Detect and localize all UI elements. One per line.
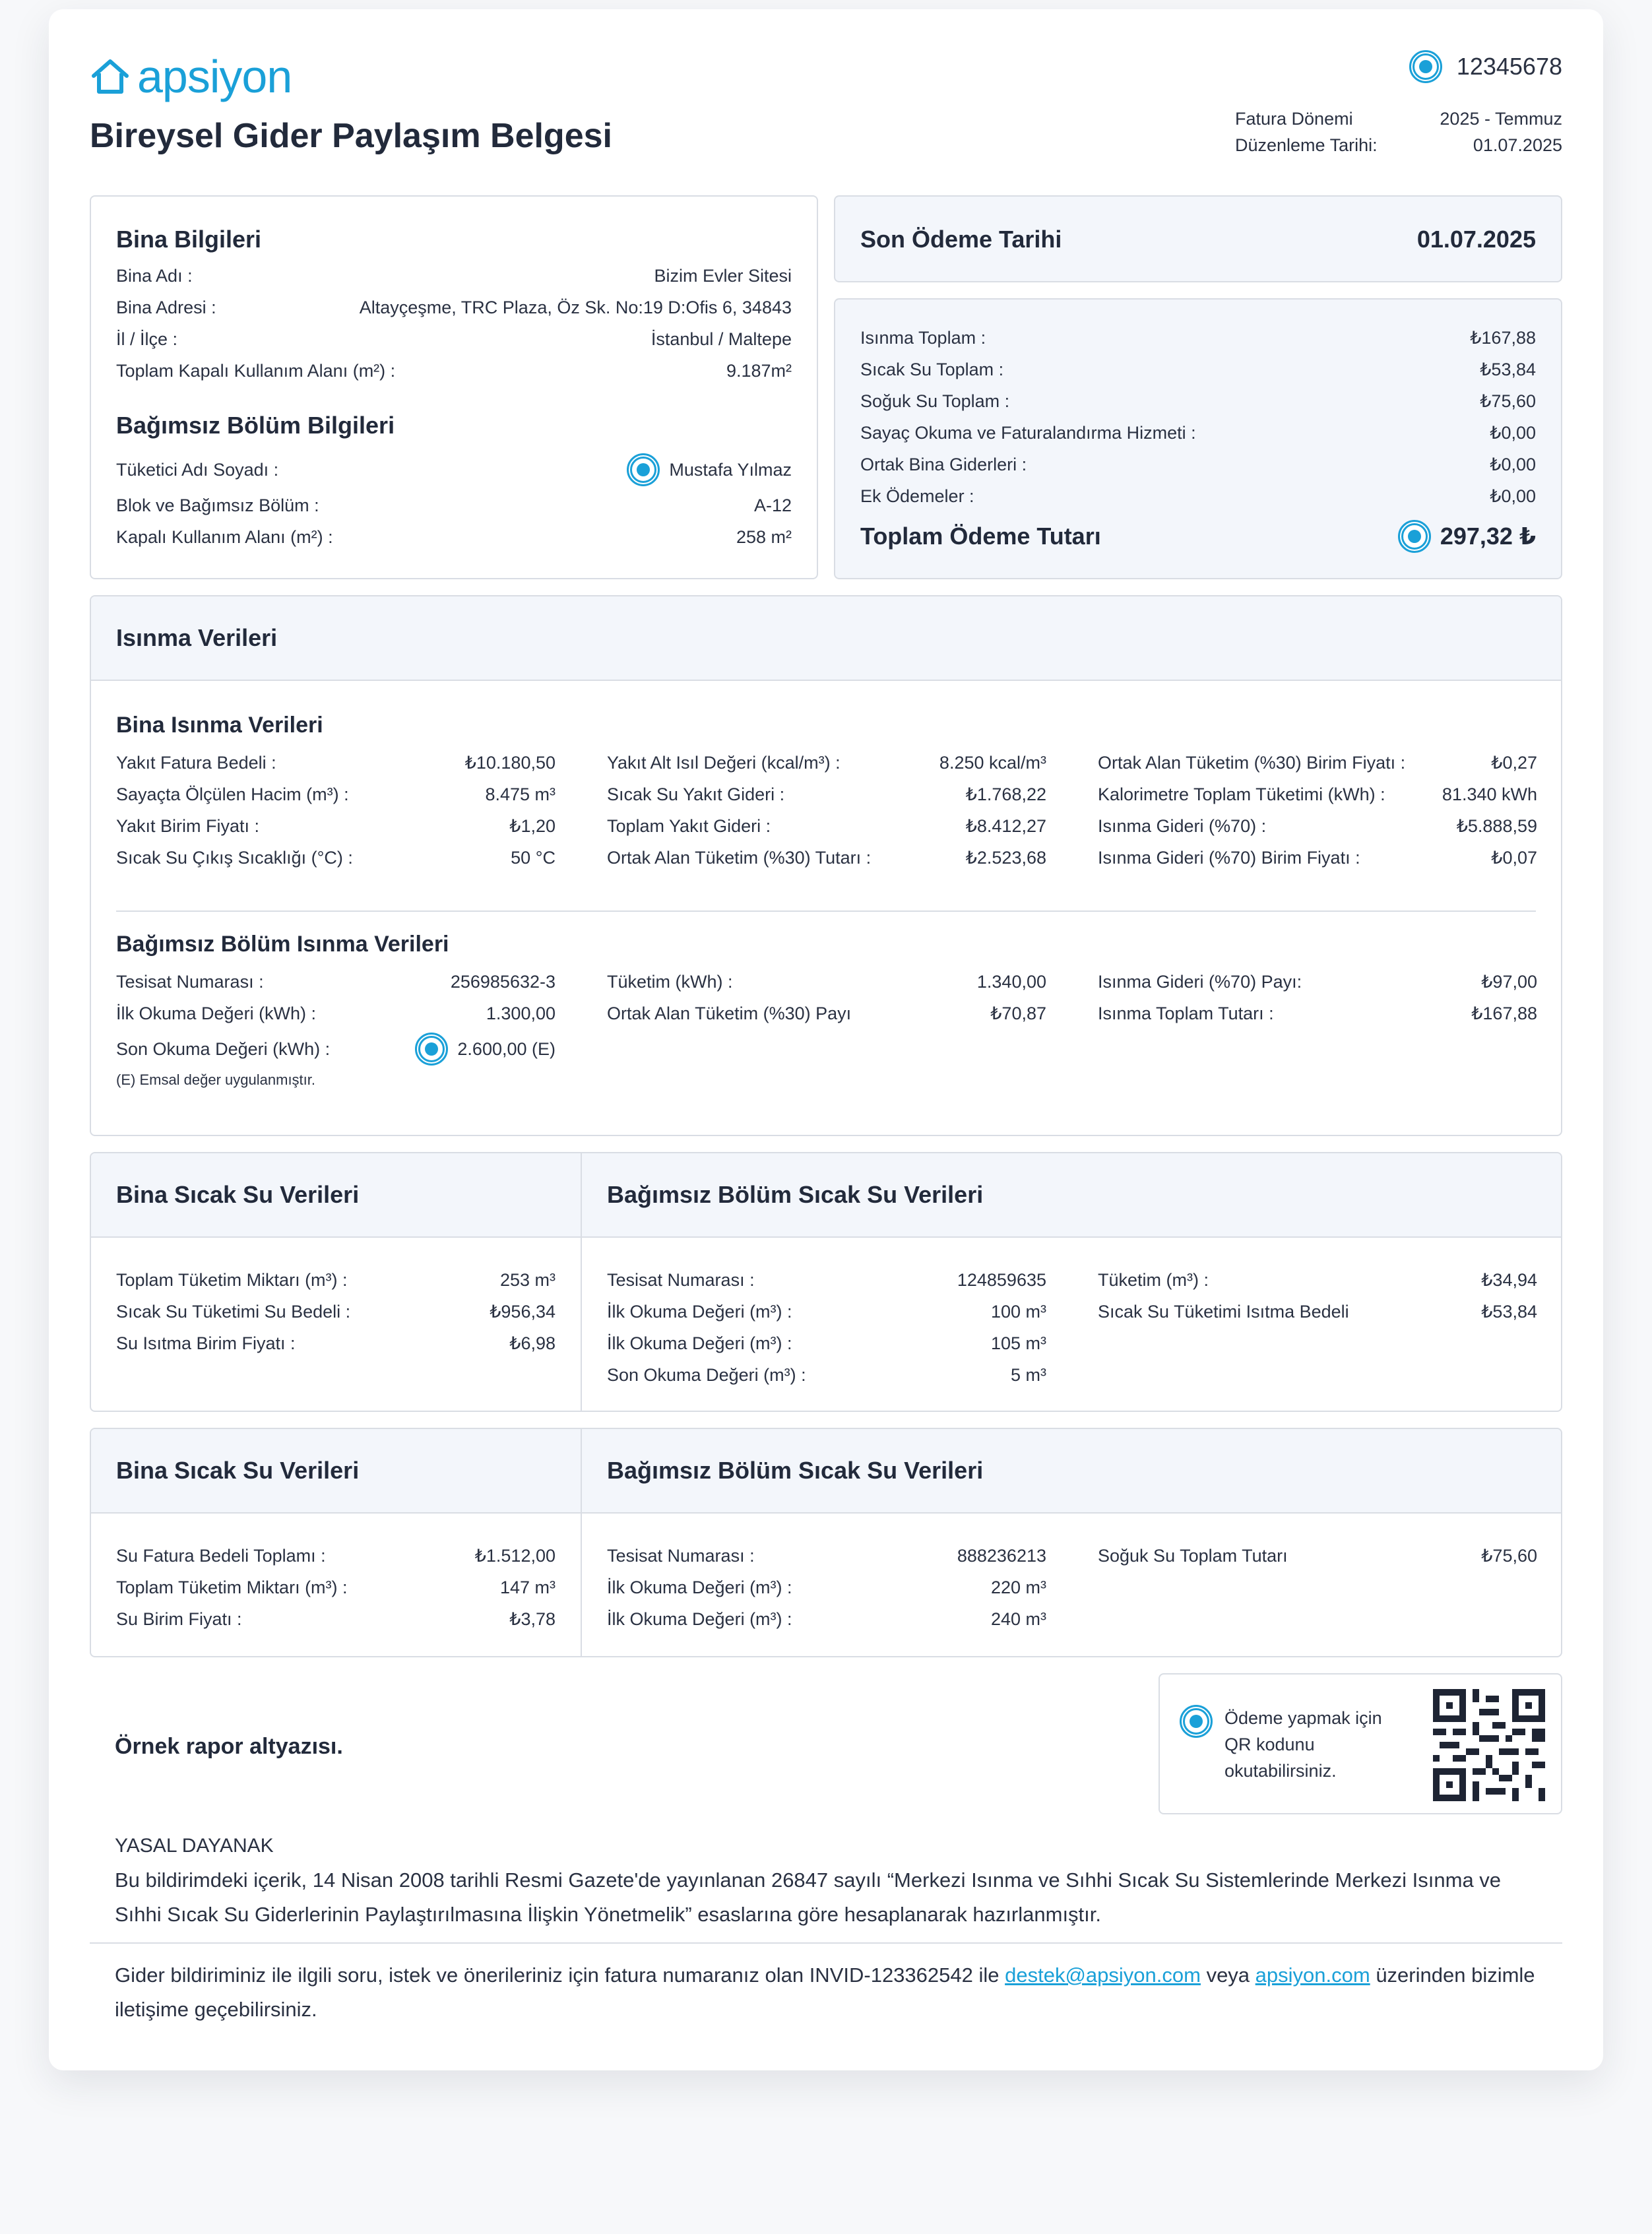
- kv-label: Tesisat Numarası :: [116, 971, 264, 992]
- legal-section: [115, 1829, 1540, 1932]
- coldwater-col-2: [607, 1540, 1046, 1635]
- kv-label: Soğuk Su Toplam :: [860, 391, 1010, 411]
- kv-value: ₺0,00: [1490, 454, 1536, 474]
- column-divider: [581, 1429, 582, 1656]
- coldwater-header: [91, 1429, 1561, 1514]
- kv-value: ₺70,87: [990, 1003, 1046, 1023]
- kv-label: Ortak Alan Tüketim (%30) Payı: [607, 1003, 852, 1023]
- qr-text-line: okutabilirsiniz.: [1224, 1761, 1337, 1781]
- kv-value: Mustafa Yılmaz: [669, 459, 792, 480]
- kv-value: ₺53,84: [1480, 359, 1536, 379]
- kv-label: İl / İlçe :: [116, 329, 178, 349]
- kv-value: Bizim Evler Sitesi: [654, 265, 792, 286]
- doc-number: [1409, 50, 1562, 83]
- kv-label: Toplam Tüketim Miktarı (m³) :: [116, 1269, 348, 1290]
- unit-heating-title: Bağımsız Bölüm Isınma Verileri: [116, 932, 449, 957]
- building-heating-col-3: [1098, 747, 1537, 874]
- kv-label: Sayaçta Ölçülen Hacim (m³) :: [116, 784, 349, 804]
- kv-label: İlk Okuma Değeri (kWh) :: [116, 1003, 317, 1023]
- kv-value: 258 m²: [736, 527, 792, 547]
- qr-text-line: QR kodunu: [1224, 1735, 1315, 1754]
- kv-value: ₺6,98: [509, 1333, 556, 1353]
- kv-label: Sıcak Su Tüketimi Su Bedeli :: [116, 1301, 351, 1322]
- kv-value: 147 m³: [499, 1577, 556, 1597]
- kv-label: Su Isıtma Birim Fiyatı :: [116, 1333, 296, 1353]
- hotwater-col-2: [607, 1264, 1046, 1391]
- kv-label: Su Fatura Bedeli Toplamı :: [116, 1545, 326, 1566]
- kv-value: ₺0,07: [1491, 847, 1537, 868]
- kv-label: Isınma Toplam Tutarı :: [1098, 1003, 1274, 1023]
- estimate-note: (E) Emsal değer uygulanmıştır.: [116, 1071, 316, 1088]
- kv-value: 9.187m²: [726, 360, 792, 381]
- document-page: [49, 9, 1603, 2070]
- coldwater-right-title: Bağımsız Bölüm Sıcak Su Verileri: [607, 1457, 984, 1484]
- hotwater-col-1: [116, 1264, 556, 1359]
- kv-label: Tüketici Adı Soyadı :: [116, 459, 279, 480]
- kv-label: Tesisat Numarası :: [607, 1269, 755, 1290]
- kv-label: Isınma Gideri (%70) Payı:: [1098, 971, 1302, 992]
- kv-value: ₺3,78: [509, 1609, 556, 1629]
- kv-label: Toplam Yakıt Gideri :: [607, 815, 771, 836]
- kv-label: Toplam Tüketim Miktarı (m³) :: [116, 1577, 348, 1597]
- kv-value: Altayçeşme, TRC Plaza, Öz Sk. No:19 D:Ofis 6, 34843: [359, 297, 792, 317]
- qr-card: [1159, 1673, 1562, 1814]
- heating-header: [91, 596, 1561, 681]
- kv-value: ₺1,20: [509, 815, 556, 836]
- kv-value: ₺75,60: [1480, 391, 1536, 411]
- contact-text: üzerinden bizimle iletişime geçebilirsiniz.: [115, 1963, 1535, 2021]
- unit-heating-col-1: [116, 966, 556, 1089]
- kv-label: Ortak Bina Giderleri :: [860, 454, 1027, 474]
- hotspot-icon[interactable]: [627, 453, 660, 486]
- kv-label: Blok ve Bağımsız Bölüm :: [116, 495, 319, 515]
- due-date-label: Son Ödeme Tarihi: [860, 226, 1062, 253]
- contact-section: [115, 1958, 1540, 2027]
- divider: [90, 1942, 1562, 1944]
- kv-value: 8.250 kcal/m³: [939, 752, 1046, 773]
- kv-label: Ortak Alan Tüketim (%30) Tutarı :: [607, 847, 872, 868]
- house-icon: [90, 56, 131, 97]
- kv-value: ₺167,88: [1470, 327, 1536, 348]
- doc-number-value: 12345678: [1456, 53, 1562, 80]
- issue-date-value: 01.07.2025: [1473, 135, 1562, 155]
- grand-total-value: 297,32 ₺: [1440, 523, 1536, 550]
- kv-label: Sıcak Su Çıkış Sıcaklığı (°C) :: [116, 847, 353, 868]
- logo-text: apsiyon: [137, 51, 292, 102]
- kv-label: Tüketim (kWh) :: [607, 971, 733, 992]
- kv-value: 105 m³: [990, 1333, 1046, 1353]
- kv-label: Tesisat Numarası :: [607, 1545, 755, 1566]
- doc-meta: [1235, 106, 1562, 158]
- hotwater-left-title: Bina Sıcak Su Verileri: [116, 1181, 360, 1208]
- unit-info-title: Bağımsız Bölüm Bilgileri: [116, 412, 395, 439]
- kv-label: Ek Ödemeler :: [860, 486, 974, 506]
- kv-value: 100 m³: [990, 1301, 1046, 1322]
- coldwater-card: [90, 1428, 1562, 1657]
- divider: [116, 910, 1536, 912]
- kv-value: ₺10.180,50: [464, 752, 556, 773]
- kv-value: ₺0,00: [1490, 422, 1536, 443]
- hotwater-right-title: Bağımsız Bölüm Sıcak Su Verileri: [607, 1181, 984, 1208]
- kv-value: ₺0,27: [1491, 752, 1537, 773]
- kv-value: 256985632-3: [450, 971, 556, 992]
- hotwater-col-3: [1098, 1264, 1537, 1327]
- kv-value: 220 m³: [990, 1577, 1046, 1597]
- period-label: Fatura Dönemi: [1235, 108, 1353, 129]
- heating-title: Isınma Verileri: [116, 624, 278, 651]
- page-title: Bireysel Gider Paylaşım Belgesi: [90, 117, 612, 155]
- kv-value: ₺97,00: [1481, 971, 1537, 992]
- logo: [90, 50, 292, 103]
- issue-date-label: Düzenleme Tarihi:: [1235, 135, 1378, 155]
- hotspot-icon[interactable]: [415, 1033, 448, 1066]
- kv-label: İlk Okuma Değeri (m³) :: [607, 1333, 792, 1353]
- website-link[interactable]: apsiyon.com: [1255, 1963, 1370, 1987]
- kv-label: Bina Adresi :: [116, 297, 216, 317]
- kv-label: Yakıt Fatura Bedeli :: [116, 752, 276, 773]
- due-date-card: [834, 195, 1562, 282]
- totals-card: [834, 298, 1562, 579]
- kv-label: Kalorimetre Toplam Tüketimi (kWh) :: [1098, 784, 1385, 804]
- kv-label: Tüketim (m³) :: [1098, 1269, 1209, 1290]
- coldwater-col-3: [1098, 1540, 1537, 1572]
- kv-label: Sıcak Su Yakıt Gideri :: [607, 784, 785, 804]
- kv-value: 1.340,00: [976, 971, 1046, 992]
- hotspot-icon[interactable]: [1409, 50, 1442, 83]
- kv-label: Isınma Gideri (%70) :: [1098, 815, 1267, 836]
- support-email-link[interactable]: destek@apsiyon.com: [1005, 1963, 1201, 1987]
- coldwater-col-1: [116, 1540, 556, 1635]
- kv-value: ₺2.523,68: [965, 847, 1046, 868]
- totals-list: [860, 322, 1536, 561]
- kv-label: Isınma Gideri (%70) Birim Fiyatı :: [1098, 847, 1360, 868]
- kv-value: ₺167,88: [1471, 1003, 1537, 1023]
- kv-label: Sayaç Okuma ve Faturalandırma Hizmeti :: [860, 422, 1196, 443]
- building-heating-col-2: [607, 747, 1046, 874]
- kv-value: 5 m³: [1011, 1364, 1046, 1385]
- qr-code-icon[interactable]: [1433, 1689, 1545, 1801]
- kv-value: ₺5.888,59: [1456, 815, 1537, 836]
- kv-value: 253 m³: [499, 1269, 556, 1290]
- qr-text-line: Ödeme yapmak için: [1224, 1708, 1382, 1728]
- hotwater-card: [90, 1152, 1562, 1412]
- kv-label: İlk Okuma Değeri (m³) :: [607, 1577, 792, 1597]
- kv-value: ₺34,94: [1481, 1269, 1537, 1290]
- kv-value: 240 m³: [990, 1609, 1046, 1629]
- kv-label: Son Okuma Değeri (kWh) :: [116, 1038, 331, 1059]
- kv-value: 2.600,00 (E): [457, 1038, 556, 1059]
- heating-card: [90, 595, 1562, 1136]
- period-value: 2025 - Temmuz: [1440, 108, 1562, 129]
- kv-value: 124859635: [957, 1269, 1046, 1290]
- unit-heating-col-3: [1098, 966, 1537, 1029]
- kv-value: İstanbul / Maltepe: [651, 329, 792, 349]
- kv-label: Sıcak Su Tüketimi Isıtma Bedeli: [1098, 1301, 1349, 1322]
- hotwater-header: [91, 1153, 1561, 1238]
- kv-value: 81.340 kWh: [1442, 784, 1537, 804]
- kv-value: ₺1.768,22: [965, 784, 1046, 804]
- contact-text: veya: [1200, 1963, 1255, 1987]
- building-info-list: [116, 260, 792, 387]
- building-heating-title: Bina Isınma Verileri: [116, 713, 323, 738]
- hotspot-icon[interactable]: [1398, 520, 1431, 553]
- kv-value: ₺53,84: [1481, 1301, 1537, 1322]
- due-date-value: 01.07.2025: [1416, 226, 1536, 253]
- kv-label: Yakıt Alt Isıl Değeri (kcal/m³) :: [607, 752, 841, 773]
- kv-value: ₺8.412,27: [965, 815, 1046, 836]
- coldwater-left-title: Bina Sıcak Su Verileri: [116, 1457, 360, 1484]
- qr-instructions: [1224, 1705, 1382, 1784]
- kv-value: ₺1.512,00: [474, 1545, 556, 1566]
- legal-text: Bu bildirimdeki içerik, 14 Nisan 2008 tarihli Resmi Gazete'de yayınlanan 26847 sayılı “Merkezi Isınma ve Sıhhi Sıcak Su Sistemlerinde Merkezi Isınma ve Sıhhi Sıcak Su Giderlerinin Paylaştırılmasına İlişkin Yönetmelik” esaslarına göre hesaplanarak hazırlanmıştır.: [115, 1868, 1502, 1926]
- legal-title: YASAL DAYANAK: [115, 1835, 274, 1857]
- kv-value: A-12: [753, 495, 792, 515]
- kv-label: Isınma Toplam :: [860, 327, 986, 348]
- kv-value: ₺0,00: [1490, 486, 1536, 506]
- kv-label: Kapalı Kullanım Alanı (m²) :: [116, 527, 333, 547]
- contact-text: Gider bildiriminiz ile ilgili soru, istek ve önerileriniz için fatura numaranız olan INVID-123362542 ile: [115, 1963, 1005, 1987]
- kv-label: İlk Okuma Değeri (m³) :: [607, 1301, 792, 1322]
- kv-label: Sıcak Su Toplam :: [860, 359, 1004, 379]
- kv-label: Soğuk Su Toplam Tutarı: [1098, 1545, 1288, 1566]
- kv-label: İlk Okuma Değeri (m³) :: [607, 1609, 792, 1629]
- kv-label: Su Birim Fiyatı :: [116, 1609, 242, 1629]
- kv-label: Bina Adı :: [116, 265, 193, 286]
- kv-value: 8.475 m³: [485, 784, 556, 804]
- kv-value: 50 °C: [511, 847, 556, 868]
- kv-label: Yakıt Birim Fiyatı :: [116, 815, 260, 836]
- grand-total-label: Toplam Ödeme Tutarı: [860, 523, 1101, 550]
- kv-label: Toplam Kapalı Kullanım Alanı (m²) :: [116, 360, 396, 381]
- unit-info-list: [116, 450, 792, 553]
- building-info-card: [90, 195, 818, 579]
- hotspot-icon[interactable]: [1180, 1705, 1213, 1738]
- building-heating-col-1: [116, 747, 556, 874]
- kv-value: 888236213: [957, 1545, 1046, 1566]
- kv-value: ₺75,60: [1481, 1545, 1537, 1566]
- kv-label: Ortak Alan Tüketim (%30) Birim Fiyatı :: [1098, 752, 1406, 773]
- column-divider: [581, 1153, 582, 1411]
- unit-heating-col-2: [607, 966, 1046, 1029]
- kv-value: 1.300,00: [486, 1003, 556, 1023]
- report-caption: Örnek rapor altyazısı.: [115, 1734, 343, 1759]
- building-info-title: Bina Bilgileri: [116, 226, 262, 253]
- kv-value: ₺956,34: [490, 1301, 556, 1322]
- kv-label: Son Okuma Değeri (m³) :: [607, 1364, 806, 1385]
